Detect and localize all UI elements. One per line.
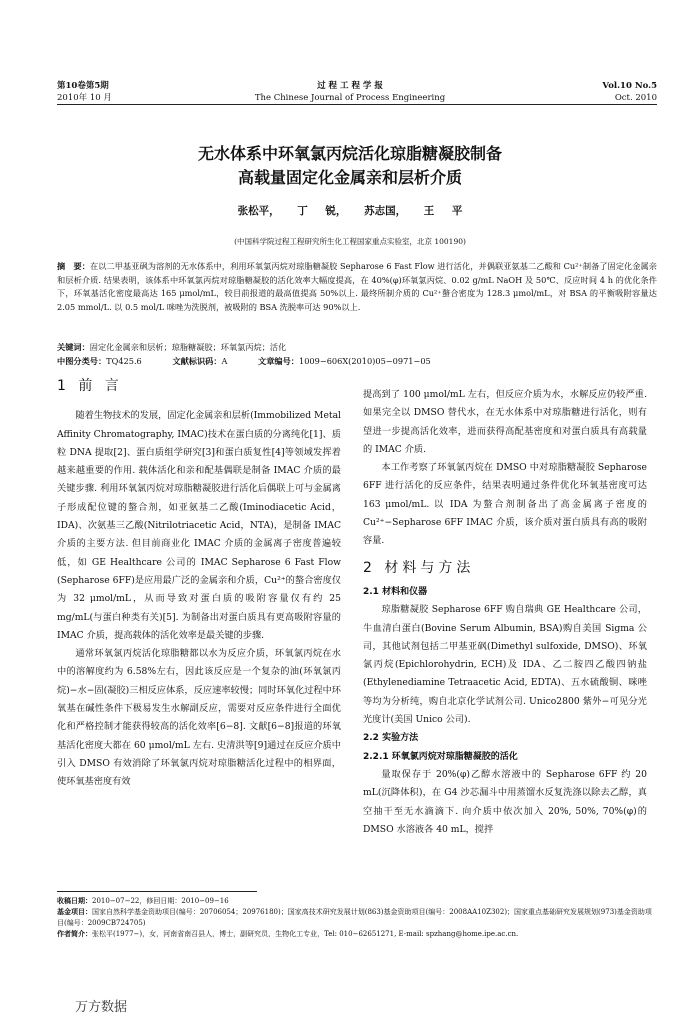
dates-text: 2010−07−22，修回日期：2010−09−16 xyxy=(92,897,229,905)
title-line-2: 高载量固定化金属亲和层析介质 xyxy=(237,168,462,187)
header-rule xyxy=(57,104,657,105)
section-2-heading: 2 材料与方法 xyxy=(363,559,475,576)
fund-text: 国家自然科学基金资助项目(编号：20706054；20976180)；国家高技术研究发展计划(863)基金资助项目(编号：2008AA10Z302)；国家重点基础研究发展规划(973)基金资助项目(编号：2009CB724705) xyxy=(57,908,652,927)
clc-value: TQ425.6 xyxy=(106,356,142,366)
author-label: 作者简介： xyxy=(57,930,92,938)
paper-title xyxy=(50,142,650,190)
footnotes xyxy=(57,896,657,940)
dates-label: 收稿日期： xyxy=(57,897,92,905)
journal-name xyxy=(200,80,500,104)
section-2-2-heading: 2.2 实验方法 xyxy=(363,733,419,744)
doccode-value: A xyxy=(221,356,228,366)
title-line-1: 无水体系中环氧氯丙烷活化琼脂糖凝胶制备 xyxy=(197,144,502,163)
issue-volume: 第10卷第5期 xyxy=(57,81,109,91)
doccode-label: 文献标识码： xyxy=(172,356,222,366)
paragraph: 提高到了 100 μmol/mL 左右，但反应介质为水，水解反应仍较严重. 如果完全以 DMSO 替代水，在无水体系中对琼脂糖进行活化，则有望进一步提高活化效率，进而获得高配基密度和对蛋白质具有高载量的 IMAC 介质. xyxy=(363,389,647,455)
articleno-label: 文章编号： xyxy=(258,356,299,366)
paragraph: 琼脂糖凝胶 Sepharose 6FF 购自瑞典 GE Healthcare 公司，牛血清白蛋白(Bovine Serum Albumin, BSA)购自美国 Sigma 公司，其他试剂包括二甲基亚砜(Dimethyl sulfoxide, DMSO)、环氧氯丙烷(Epichlorohydrin, ECH)及 IDA、乙二胺四乙酸四钠盐(Ethylenediamine Tetraacetic Acid, EDTA)、五水硫酸铜、咪唑等均为分析纯，购自北京化学试剂公司. Unico2800 紫外−可见分光光度计(美国 Unico 公司). xyxy=(363,604,647,726)
journal-title-en: The Chinese Journal of Process Engineering xyxy=(254,93,446,103)
paragraph: 通常环氧氯丙烷活化琼脂糖都以水为反应介质，环氧氯丙烷在水中的溶解度约为 6.58%左右，因此该反应是一个复杂的油(环氧氯丙烷)−水−固(凝胶)三相反应体系，反应速率较慢；同时环氧化过程中环氧基在碱性条件下极易发生水解副反应，需要对反应条件进行全面优化和严格控制才能获得较高的活化效率[6−8]. 文献[6−8]报道的环氧基活化密度大都在 60 μmol/mL 左右. 史清洪等[9]通过在反应介质中引入 DMSO 有效消除了环氧氯丙烷对琼脂糖活化过程中的相界面，使环氧基密度有效 xyxy=(57,648,341,788)
journal-volume xyxy=(602,80,657,104)
section-2-2-1-heading: 2.2.1 环氧氯丙烷对琼脂糖凝胶的活化 xyxy=(363,751,518,762)
fund-label: 基金项目： xyxy=(57,908,92,916)
abstract xyxy=(57,260,657,314)
articleno-value: 1009−606X(2010)05−0971−05 xyxy=(299,356,431,366)
authors: 张松平， 丁 锐， 苏志国， 王 平 xyxy=(237,205,463,217)
volume-en: Vol.10 No.5 xyxy=(602,81,657,91)
journal-issue xyxy=(57,80,112,104)
author-text: 张松平(1977−)，女，河南省南召县人，博士，副研究员，生物化工专业，Tel: 010−62651271, E-mail: spzhang@home.ipe.ac.cn. xyxy=(92,930,519,938)
footnote-rule xyxy=(57,891,257,892)
keywords xyxy=(57,341,657,354)
issue-date: 2010年 10 月 xyxy=(57,93,112,103)
affiliation: (中国科学院过程工程研究所生化工程国家重点实验室，北京 100190) xyxy=(234,237,466,246)
left-column xyxy=(57,377,341,792)
footnote-author xyxy=(57,929,657,940)
section-1-heading: 1 前 言 xyxy=(57,378,123,394)
paragraph: 量取保存于 20%(φ)乙醇水溶液中的 Sepharose 6FF 约 20 mL(沉降体积)，在 G4 沙芯漏斗中用蒸馏水反复洗涤以除去乙醇，真空抽干至无水滴滴下. 向介质中依次加入 20%, 50%, 70%(φ)的 DMSO 水溶液各 40 mL，搅拌 xyxy=(363,768,647,835)
date-en: Oct. 2010 xyxy=(614,93,657,103)
classification xyxy=(57,355,657,368)
journal-title-cn: 过 程 工 程 学 报 xyxy=(317,81,383,91)
clc-label: 中图分类号： xyxy=(57,356,107,366)
footnote-dates xyxy=(57,896,657,907)
abstract-text: 在以二甲基亚砜为溶剂的无水体系中，利用环氧氯丙烷对琼脂糖凝胶 Sepharose 6 Fast Flow 进行活化，并偶联亚氨基二乙酸和 Cu²⁺制备了固定化金属亲和层析介质. 结果表明，该体系中环氧氯丙烷对琼脂糖凝胶的活化效率大幅度提高，在 40%(φ)环氧氯丙烷、0.02 g/mL NaOH 及 50℃、反应时间 4 h 的优化条件下，环氧基活化密度最高达 165 μmol/mL，较目前报道的最高值提高 50%以上. 最终所制介质的 Cu²⁺螯合密度为 128.3 μmol/mL，对 BSA 的平衡吸附容量达 2.05 mmol/L. 以 0.5 mol/L 咪唑为洗脱剂，被吸附的 BSA 洗脱率可达 90%以上. xyxy=(57,261,657,312)
section-2-1-heading: 2.1 材料和仪器 xyxy=(363,586,428,597)
footnote-fund xyxy=(57,907,657,929)
watermark: 万方数据 xyxy=(75,1000,128,1015)
abstract-label: 摘 要： xyxy=(57,261,90,271)
right-column xyxy=(363,386,647,839)
keywords-text: 固定化金属亲和层析；琼脂糖凝胶；环氧氯丙烷；活化 xyxy=(89,342,287,352)
keywords-label: 关键词： xyxy=(57,342,90,352)
paragraph: 本工作考察了环氧氯丙烷在 DMSO 中对琼脂糖凝胶 Sepharose 6FF 进行活化的反应条件，结果表明通过条件优化环氧基密度可达 163 μmol/mL. 以 IDA 为螯合剂制备出了高金属离子密度的 Cu²⁺−Sepharose 6FF IMAC 介质，该介质对蛋白质具有高的吸附容量. xyxy=(363,462,647,547)
paragraph: 随着生物技术的发展，固定化金属亲和层析(Immobilized Metal Affinity Chromatography, IMAC)技术在蛋白质的分离纯化[1]、质粒 DNA 提取[2]、蛋白质组学研究[3]和蛋白质复性[4]等领域发挥着越来越重要的作用. 载体活化和亲和配基偶联是制备 IMAC 介质的最关键步骤. 利用环氧氯丙烷对琼脂糖凝胶进行活化后偶联上可与金属离子形成配位键的螯合剂，如亚氨基二乙酸(Iminodiacetic Acid，IDA)、次氨基三乙酸(Nitrilotriacetic Acid，NTA)，是制备 IMAC 介质的主要方法. 但目前商业化 IMAC 介质的金属离子密度普遍较低，如 GE Healthcare 公司的 IMAC Sepharose 6 Fast Flow (Sepharose 6FF)是应用最广泛的金属亲和介质，Cu²⁺的螯合密度仅为 32 μmol/mL，从而导致对蛋白质的吸附容量仅有约 25 mg/mL(与蛋白种类有关)[5]. 为制备出对蛋白质具有更高吸附容量的 IMAC 介质，提高载体的活化效率是最关键的步骤. xyxy=(57,410,341,641)
